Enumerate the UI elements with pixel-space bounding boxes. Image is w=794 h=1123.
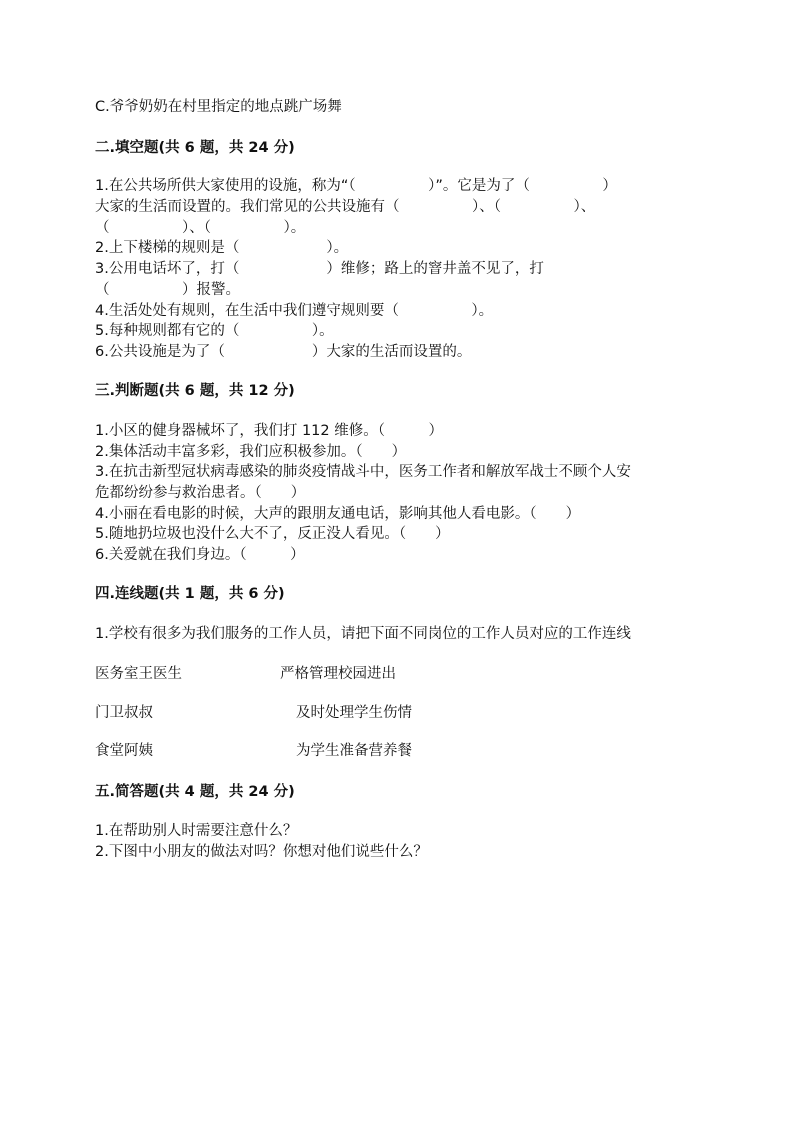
section-4-heading: 四.连线题(共 1 题，共 6 分) bbox=[95, 586, 285, 602]
fill-blank-line: 3.公用电话坏了，打（ ）维修；路上的窨井盖不见了，打 bbox=[95, 261, 544, 277]
matching-right-item: 严格管理校园进出 bbox=[280, 666, 396, 682]
section-2-heading: 二.填空题(共 6 题，共 24 分) bbox=[95, 140, 295, 156]
short-answer-line: 2.下图中小朋友的做法对吗？你想对他们说些什么？ bbox=[95, 844, 428, 860]
short-answer-line: 1.在帮助别人时需要注意什么？ bbox=[95, 823, 298, 839]
option-c: C.爷爷奶奶在村里指定的地点跳广场舞 bbox=[95, 99, 342, 115]
matching-left-item: 医务室王医生 bbox=[95, 666, 182, 682]
matching-right-item: 及时处理学生伤情 bbox=[296, 705, 412, 721]
fill-blank-line: 4.生活处处有规则，在生活中我们遵守规则要（ ）。 bbox=[95, 303, 494, 319]
fill-blank-line: 大家的生活而设置的。我们常见的公共设施有（ ）、（ ）、 bbox=[95, 199, 596, 215]
true-false-line: 6.关爱就在我们身边。（ ） bbox=[95, 547, 305, 563]
section-3-heading: 三.判断题(共 6 题，共 12 分) bbox=[95, 383, 295, 399]
true-false-line: 4.小丽在看电影的时候，大声的跟朋友通电话，影响其他人看电影。（ ） bbox=[95, 506, 581, 522]
fill-blank-line: （ ）报警。 bbox=[95, 282, 240, 298]
true-false-line: 1.小区的健身器械坏了，我们打 112 维修。（ ） bbox=[95, 423, 443, 439]
section-5-heading: 五.简答题(共 4 题，共 24 分) bbox=[95, 784, 295, 800]
matching-right-item: 为学生准备营养餐 bbox=[296, 743, 412, 759]
fill-blank-line: 1.在公共场所供大家使用的设施，称为“（ ）”。它是为了（ ） bbox=[95, 178, 617, 194]
true-false-line: 危都纷纷参与救治患者。（ ） bbox=[95, 485, 306, 501]
matching-left-item: 门卫叔叔 bbox=[95, 705, 153, 721]
fill-blank-line: 6.公共设施是为了（ ）大家的生活而设置的。 bbox=[95, 344, 472, 360]
true-false-line: 2.集体活动丰富多彩，我们应积极参加。（ ） bbox=[95, 444, 407, 460]
fill-blank-line: 5.每种规则都有它的（ ）。 bbox=[95, 323, 334, 339]
matching-question: 1.学校有很多为我们服务的工作人员，请把下面不同岗位的工作人员对应的工作连线 bbox=[95, 626, 631, 642]
matching-left-item: 食堂阿姨 bbox=[95, 743, 153, 759]
fill-blank-line: （ ）、（ ）。 bbox=[95, 220, 306, 236]
true-false-line: 5.随地扔垃圾也没什么大不了，反正没人看见。（ ） bbox=[95, 526, 450, 542]
true-false-line: 3.在抗击新型冠状病毒感染的肺炎疫情战斗中，医务工作者和解放军战士不顾个人安 bbox=[95, 464, 631, 480]
fill-blank-line: 2.上下楼梯的规则是（ ）。 bbox=[95, 240, 349, 256]
